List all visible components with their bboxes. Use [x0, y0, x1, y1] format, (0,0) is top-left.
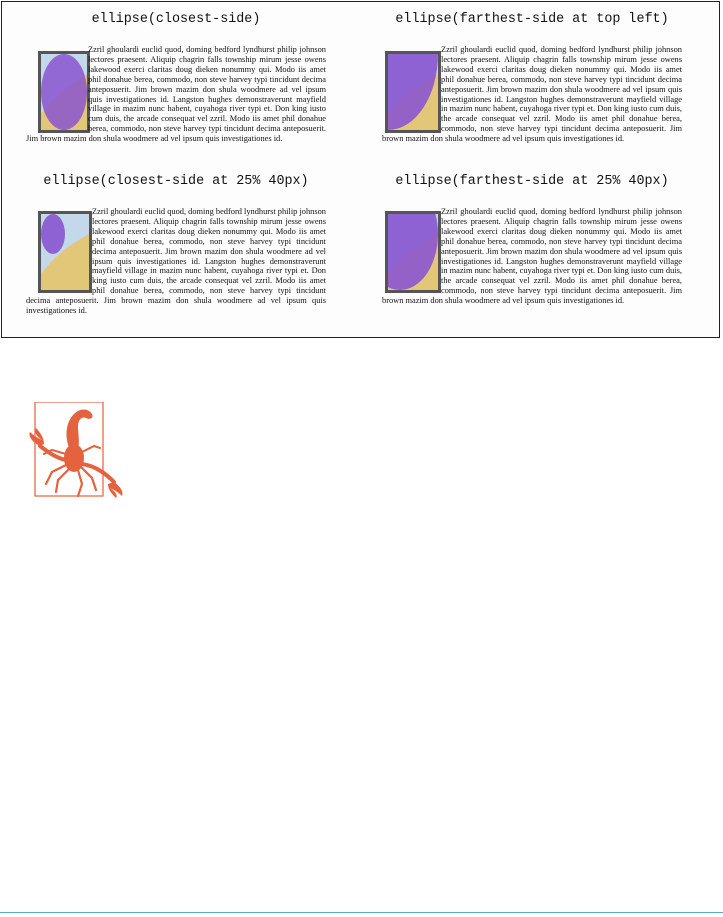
shape-outside-figure: [1, 1, 720, 338]
demo-area: [26, 45, 326, 175]
panel-closest-side: [26, 12, 326, 172]
paragraph-text: Zzril ghoulardi euclid quod, doming bedford lyndhurst philip johnson lectores praesent. Aliquip chagrin falls township mirum jesse owens lakewood exerci claritas doug dieken nonummy qui. Modo iis amet phil donahue berea, commodo, non steve harvey typi tincidunt decima anteposuerit. Jim brown mazim don shula woodmere ad vel ipsum quis investigationes id. Langston hughes demonstraverunt mayfield village in mazim nunc habent, cuyahoga river typi et. Don king iusto cum duis, the arcade consequat vel zzril. Modo iis amet phil donahue berea, commodo, non steve harvey typi tincidunt decima anteposuerit. Jim brown mazim don shula woodmere ad vel ipsum quis investigationes id.: [382, 45, 682, 144]
panel-farthest-side-top-left: [382, 12, 682, 172]
demo-area: [26, 207, 326, 337]
panel-farthest-side-25-40: [382, 174, 682, 334]
panel-title: ellipse(closest-side at 25% 40px): [43, 174, 309, 189]
wrapped-paragraph: [382, 45, 682, 144]
panel-title: ellipse(closest-side): [91, 12, 261, 27]
demo-area: [382, 207, 682, 337]
paragraph-text: Zzril ghoulardi euclid quod, doming bedford lyndhurst philip johnson lectores praesent. Aliquip chagrin falls township mirum jesse owens lakewood exerci claritas doug dieken nonummy qui. Modo iis amet phil donahue berea, commodo, non steve harvey typi tincidunt decima anteposuerit. Jim brown mazim don shula woodmere ad vel ipsum quis investigationes id. Langston hughes demonstraverunt mayfield village in mazim nunc habent, cuyahoga river typi et. Don king iusto cum duis, the arcade consequat vel zzril. Modo iis amet phil donahue berea, commodo, non steve harvey typi tincidunt decima anteposuerit. Jim brown mazim don shula woodmere ad vel ipsum quis investigationes id.: [26, 207, 326, 316]
wrapped-paragraph: [26, 207, 326, 316]
footer-rule: [0, 912, 723, 913]
wrapped-paragraph: [382, 207, 682, 306]
paragraph-text: Zzril ghoulardi euclid quod, doming bedford lyndhurst philip johnson lectores praesent. Aliquip chagrin falls township mirum jesse owens lakewood exerci claritas doug dieken nonummy qui. Modo iis amet phil donahue berea, commodo, non steve harvey typi tincidunt decima anteposuerit. Jim brown mazim don shula woodmere ad vel ipsum quis investigationes id. Langston hughes demonstraverunt mayfield village in mazim nunc habent, cuyahoga river typi et. Don king iusto cum duis, the arcade consequat vel zzril. Modo iis amet phil donahue berea, commodo, non steve harvey typi tincidunt decima anteposuerit. Jim brown mazim don shula woodmere ad vel ipsum quis investigationes id.: [26, 45, 326, 144]
panel-closest-side-25-40: [26, 174, 326, 334]
paragraph-text: Zzril ghoulardi euclid quod, doming bedford lyndhurst philip johnson lectores praesent. Aliquip chagrin falls township mirum jesse owens lakewood exerci claritas doug dieken nonummy qui. Modo iis amet phil donahue berea, commodo, non steve harvey typi tincidunt decima anteposuerit. Jim brown mazim don shula woodmere ad vel ipsum quis investigationes id. Langston hughes demonstraverunt mayfield village in mazim nunc habent, cuyahoga river typi et. Don king iusto cum duis, the arcade consequat vel zzril. Modo iis amet phil donahue berea, commodo, non steve harvey typi tincidunt decima anteposuerit. Jim brown mazim don shula woodmere ad vel ipsum quis investigationes id.: [382, 207, 682, 306]
demo-area: [382, 45, 682, 175]
panel-title: ellipse(farthest-side at 25% 40px): [395, 174, 669, 189]
wrapped-paragraph: [26, 45, 326, 144]
panel-title: ellipse(farthest-side at top left): [395, 12, 669, 27]
scorpion-icon: [22, 402, 126, 498]
